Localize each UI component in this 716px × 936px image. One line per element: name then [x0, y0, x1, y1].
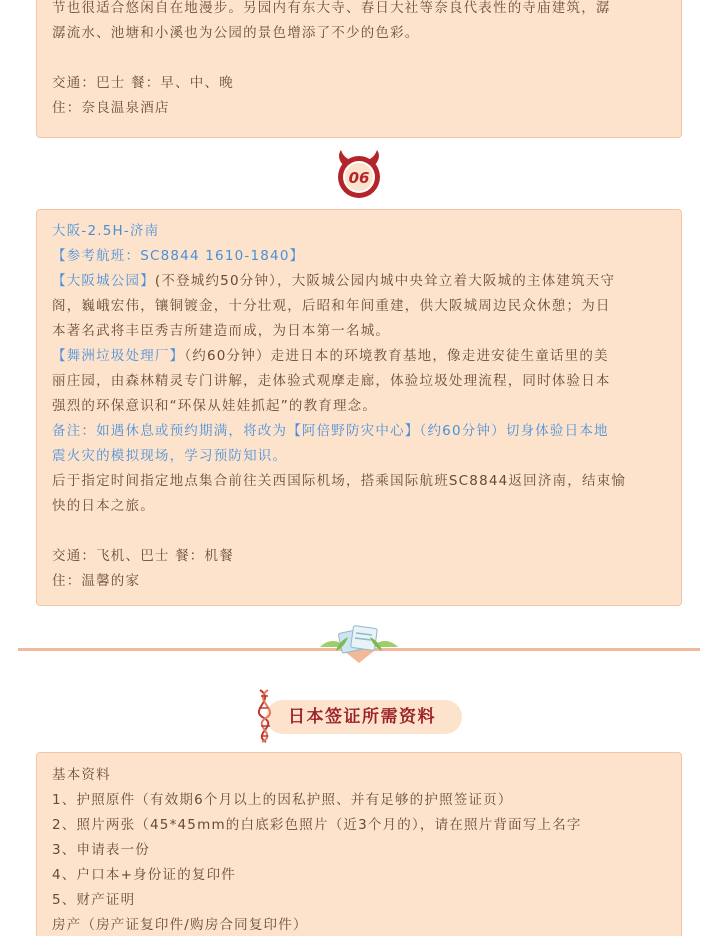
day6-card: [36, 209, 682, 606]
visa-line: 2、照片两张（45*45mm的白底彩色照片（近3个月的），请在照片背面写上名字: [52, 817, 582, 833]
documents-leaf-icon: [318, 617, 400, 667]
visa-line: 3、申请表一份: [52, 842, 150, 858]
day6-osaka-line: 阁，巍峨宏伟，镶铜镀金，十分壮观，后昭和年间重建，供大阪城周边民众休憩；为日: [52, 298, 611, 314]
visa-line: 1、护照原件（有效期6个月以上的因私护照、并有足够的护照签证页）: [52, 792, 513, 808]
day6-closing-line: 后于指定时间指定地点集合前往关西国际机场，搭乘国际航班SC8844返回济南，结束愉: [52, 473, 627, 489]
visa-card: [36, 752, 682, 936]
day5-transport-meal: 交通：巴士 餐：早、中、晚: [52, 75, 234, 91]
day5-stay: 住：奈良温泉酒店: [52, 100, 170, 116]
dna-helix-icon: [246, 688, 286, 744]
day6-osaka-line: 本著名武将丰臣秀吉所建造而成，为日本第一名城。: [52, 323, 391, 339]
badge-number: 06: [348, 169, 370, 187]
visa-line: 5、财产证明: [52, 892, 136, 908]
visa-line: 基本资料: [52, 767, 111, 783]
day-06-badge: [334, 148, 384, 200]
visa-line: 4、户口本+身份证的复印件: [52, 867, 237, 883]
day6-transport-meal: 交通：飞机、巴士 餐：机餐: [52, 548, 234, 564]
osaka-castle-name: 【大阪城公园】: [52, 273, 155, 289]
day6-osaka-line: 【大阪城公园】(不登城约50分钟），大阪城公园内城中央耸立着大阪城的主体建筑天守: [52, 273, 616, 289]
day5-text-line: 潺流水、池塘和小溪也为公园的景色增添了不少的色彩。: [52, 25, 420, 41]
day6-note-line: 备注：如遇休息或预约期满，将改为【阿倍野防灾中心】（约60分钟）切身体验日本地: [52, 423, 609, 439]
day6-stay: 住：温馨的家: [52, 573, 141, 589]
day6-maishima-line: 强烈的环保意识和“环保从娃娃抓起”的教育理念。: [52, 398, 378, 414]
day5-card: [36, 0, 682, 138]
day6-maishima-line: 丽庄园，由森林精灵专门讲解，走体验式观摩走廊，体验垃圾处理流程，同时体验日本: [52, 373, 611, 389]
day6-closing-line: 快的日本之旅。: [52, 498, 155, 514]
day5-text-line: 节也很适合悠闲自在地漫步。另园内有东大寺、春日大社等奈良代表性的寺庙建筑，潺: [52, 0, 611, 16]
day6-flight: 【参考航班：SC8844 1610-1840】: [52, 248, 305, 264]
visa-section-title: [246, 688, 470, 744]
day6-route: 大阪-2.5H-济南: [52, 223, 160, 239]
maishima-name: 【舞洲垃圾处理厂】: [52, 348, 185, 364]
visa-title-text: 日本签证所需资料: [288, 707, 436, 727]
day6-maishima-line: 【舞洲垃圾处理厂】（约60分钟）走进日本的环境教育基地，像走进安徒生童话里的美: [52, 348, 609, 364]
visa-line: 房产（房产证复印件/购房合同复印件）: [52, 917, 308, 933]
day6-note-line: 震火灾的模拟现场，学习预防知识。: [52, 448, 288, 464]
